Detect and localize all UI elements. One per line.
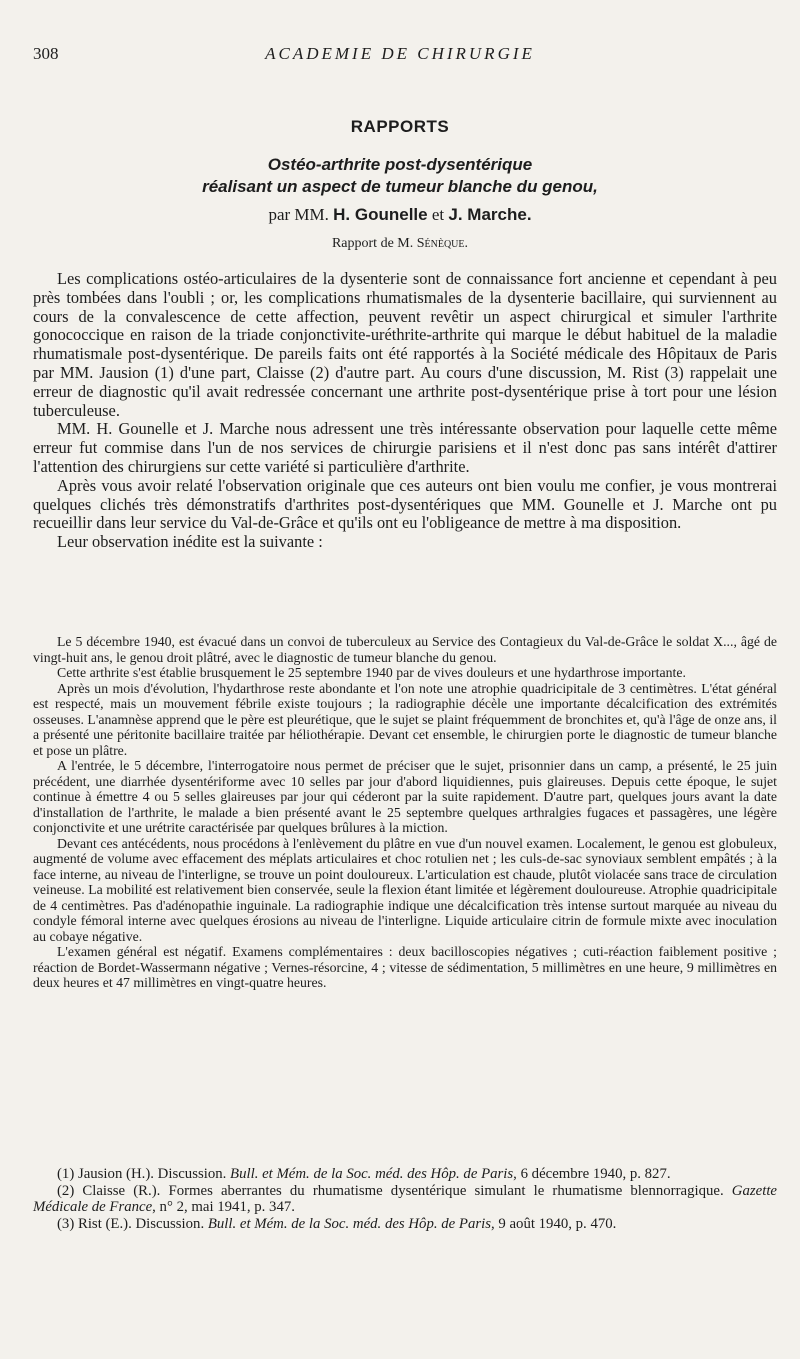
footnote-2 bbox=[33, 1183, 777, 1216]
body-paragraph-3: Après vous avoir relaté l'observation originale que ces auteurs ont bien voulu me confier, je vous montrerai quelques clichés très démonstratifs d'arthrites post-dysentériques que MM. Gounelle et J. Marche ont pu recueillir dans leur service du Val-de-Grâce et qu'ils ont eu l'obligeance de mettre à ma disposition. bbox=[33, 475, 777, 533]
footnote-1-journal: Bull. et Mém. de la Soc. méd. des Hôp. de Paris bbox=[230, 1166, 514, 1182]
footnote-1-text: (1) Jausion (H.). Discussion. bbox=[57, 1166, 231, 1182]
observation-paragraph-5: Devant ces antécédents, nous procédons à l'enlèvement du plâtre en vue d'un nouvel examen. Localement, le genou est globuleux, augmenté de volume avec effacement des méplats articulaires et choc rotulien net ; les culs-de-sac synoviaux semblent empâtés ; à la face interne, au niveau de l'interligne, se trouve un point douloureux. L'articulation est chaude, plutôt violacée sans trace de circulation veineuse. La mobilité est relativement bien conservée, seule la flexion étant limitée et légèrement douloureuse. Atrophie quadricipitale de 4 centimètres. Pas d'adénopathie inguinale. La radiographie indique une décalcification très intense surtout marquée au niveau du condyle fémoral interne avec quelques érosions au niveau de l'interligne. Liquide articulaire citrin de formule mixte avec inoculation au cobaye négative. bbox=[33, 835, 777, 944]
article-title-line-2: réalisant un aspect de tumeur blanche du genou, bbox=[202, 177, 598, 196]
rapporteur-prefix: Rapport de M. bbox=[331, 236, 414, 251]
body-paragraph-4: Leur observation inédite est la suivante : bbox=[57, 532, 323, 552]
footnote-3 bbox=[33, 1216, 777, 1233]
body-paragraph-1: Les complications ostéo-articulaires de la dysenterie sont de connaissance fort ancienne et cependant à peu près tombées dans l'oubli ; or, les complications rhumatismales de la dysenterie bacillaire, qui surviennent au cours de la convalescence de cette affection, peuvent revêtir un aspect chirurgical et simuler l'arthrite gonococcique en raison de la triade conjonctivite-uréthrite-arthrite qui marque le début habituel de la maladie rhumatismale post-dysentérique. De pareils faits ont été rapportés à la Société médicale des Hôpitaux de Paris par MM. Jausion (1) d'une part, Claisse (2) d'autre part. Au cours d'une discussion, M. Rist (3) rappelait une erreur de diagnostic qu'il avait redressée concernant une arthrite post-dysentérique prise à tort pour une lésion tuberculeuse. bbox=[33, 269, 777, 420]
footnote-3-ref: , 9 août 1940, p. 470. bbox=[490, 1215, 617, 1232]
observation-paragraph-2: Cette arthrite s'est établie brusquement le 25 septembre 1940 par de vives douleurs et une hydarthrose importante. bbox=[57, 665, 686, 680]
footnote-3-journal: Bull. et Mém. de la Soc. méd. des Hôp. de Paris bbox=[207, 1215, 491, 1232]
author-line bbox=[0, 205, 800, 225]
footnote-1-ref: , 6 décembre 1940, p. 827. bbox=[513, 1166, 671, 1182]
article-title-line-1: Ostéo-arthrite post-dysentérique bbox=[267, 155, 533, 174]
author-prefix: par MM. bbox=[268, 205, 329, 224]
observation-paragraph-1: Le 5 décembre 1940, est évacué dans un convoi de tuberculeux au Service des Contagieux du Val-de-Grâce le soldat X..., âgé de vingt-huit ans, le genou droit plâtré, avec le diagnostic de tumeur blanche du genou. bbox=[33, 634, 777, 665]
section-heading: RAPPORTS bbox=[350, 117, 450, 136]
journal-title: ACADEMIE DE CHIRURGIE bbox=[265, 44, 535, 63]
page-number: 308 bbox=[33, 44, 59, 63]
article-title bbox=[0, 154, 800, 198]
author-conjunction: et bbox=[431, 205, 445, 224]
footnotes bbox=[33, 1166, 777, 1232]
footnote-2-journal: Gazette Médicale de France bbox=[33, 1182, 777, 1216]
author-2: J. Marche. bbox=[448, 205, 532, 224]
footnote-1 bbox=[33, 1166, 777, 1183]
running-head bbox=[33, 44, 800, 66]
body-paragraph-2: MM. H. Gounelle et J. Marche nous adressent une très intéressante observation pour laquelle cette même erreur fut commise dans l'un de nos services de chirurgie parisiens et il n'est donc pas sans intérêt d'attirer l'attention des chirurgiens sur cette variété si particulière d'arthrite. bbox=[33, 419, 777, 476]
rapporteur-line bbox=[0, 236, 800, 252]
observation-paragraph-4: A l'entrée, le 5 décembre, l'interrogatoire nous permet de préciser que le sujet, prisonnier dans un camp, a présenté, le 25 juin précédent, une diarrhée dysentériforme avec 10 selles par jour d'abord liquidiennes, puis glaireuses. Depuis cette époque, le sujet continue à émettre 4 ou 5 selles glaireuses par jour qui céderont par la suite rapidement. D'autre part, quelques jours avant la date d'installation de l'arthrite, le malade a bien présenté avant le 25 septembre quelques arthralgies fugaces et passagères, une légère conjonctivite et une urétrite caractérisée par quelques brûlures à la miction. bbox=[33, 758, 777, 835]
author-1: H. Gounelle bbox=[333, 205, 428, 224]
footnote-3-text: (3) Rist (E.). Discussion. bbox=[57, 1215, 208, 1232]
case-observation bbox=[33, 634, 777, 991]
rapporteur-name: Sénèque. bbox=[416, 236, 469, 251]
report-body bbox=[33, 270, 777, 552]
observation-paragraph-3: Après un mois d'évolution, l'hydarthrose reste abondante et l'on note une atrophie quadricipitale de 3 centimètres. L'état général est respecté, mais un mouvement fébrile existe toujours ; la radiographie décèle une importante décalcification des extrémités osseuses. L'anamnèse apprend que le père est pleurétique, que le sujet se plaint fréquemment de bronchites et, qu'à l'âge de onze ans, il a présenté une péritonite bacillaire traitée par héliothérapie. Devant cet ensemble, le chirurgien porte le diagnostic de tumeur blanche et pose un plâtre. bbox=[33, 680, 777, 758]
footnote-2-text: (2) Claisse (R.). Formes aberrantes du rhumatisme dysentérique simulant le rhumatisme blennorragique. bbox=[57, 1182, 732, 1199]
footnote-2-ref: , n° 2, mai 1941, p. 347. bbox=[152, 1199, 295, 1216]
observation-paragraph-6: L'examen général est négatif. Examens complémentaires : deux bacilloscopies négatives ; cuti-réaction faiblement positive ; réaction de Bordet-Wassermann négative ; Vernes-résorcine, 4 ; vitesse de sédimentation, 5 millimètres en une heure, 9 millimètres en deux heures et 47 millimètres en vingt-quatre heures. bbox=[33, 944, 777, 990]
